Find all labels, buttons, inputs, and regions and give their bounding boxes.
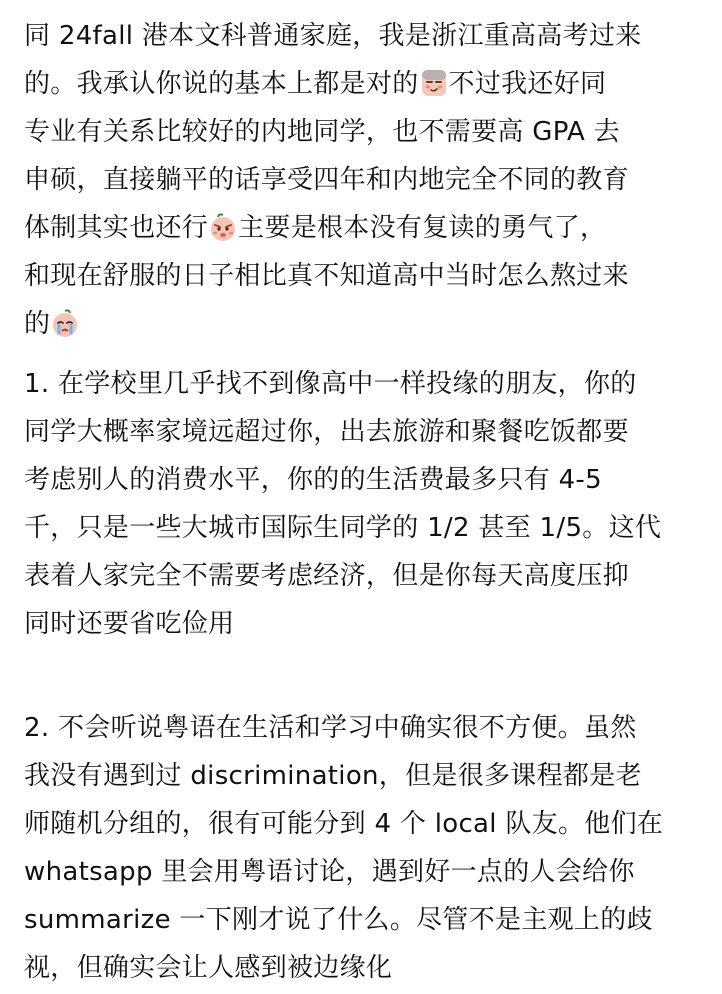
pouting-face-emoji-icon xyxy=(209,212,237,242)
text-line: 考虑别人的消费水平，你的的生活费最多只有 4-5 xyxy=(24,465,602,495)
text-line: 同 24fall 港本文科普通家庭，我是浙江重高高考过来 xyxy=(24,21,642,51)
text-line: 同时还要省吃俭用 xyxy=(24,609,235,639)
text-line: whatsapp 里会用粤语讨论，遇到好一点的人会给你 xyxy=(24,857,635,887)
text-segment: 主要是根本没有复读的勇气了， xyxy=(238,213,607,243)
text-segment: 体制其实也还行 xyxy=(24,213,209,243)
point-1-paragraph xyxy=(24,360,704,648)
post-body xyxy=(24,12,704,992)
text-line xyxy=(24,300,704,348)
point-2-paragraph xyxy=(24,704,704,992)
text-line: 表着人家完全不需要考虑经济，但是你每天高度压抑 xyxy=(24,561,629,591)
text-line: summarize 一下刚才说了什么。尽管不是主观上的歧 xyxy=(24,905,653,935)
crying-face-emoji-icon xyxy=(51,308,79,338)
text-line xyxy=(24,204,704,252)
text-line: 千，只是一些大城市国际生同学的 1/2 甚至 1/5。这代 xyxy=(24,513,662,543)
text-line: 专业有关系比较好的内地同学，也不需要高 GPA 去 xyxy=(24,117,620,147)
text-segment: 的 xyxy=(24,309,51,339)
text-segment: 不过我还好同 xyxy=(448,69,607,99)
paragraph-gap xyxy=(24,648,704,704)
text-line: 同学大概率家境远超过你，出去旅游和聚餐吃饭都要 xyxy=(24,417,629,447)
text-line: 2. 不会听说粤语在生活和学习中确实很不方便。虽然 xyxy=(24,713,637,743)
text-line: 视，但确实会让人感到被边缘化 xyxy=(24,953,393,983)
text-line: 师随机分组的，很有可能分到 4 个 local 队友。他们在 xyxy=(24,809,664,839)
text-segment: 的。我承认你说的基本上都是对的 xyxy=(24,69,419,99)
text-line: 申硕，直接躺平的话享受四年和内地完全不同的教育 xyxy=(24,165,629,195)
smirk-emoji-icon xyxy=(420,68,448,98)
text-line: 我没有遇到过 discrimination，但是很多课程都是老 xyxy=(24,761,642,791)
text-line xyxy=(24,60,704,108)
text-line: 1. 在学校里几乎找不到像高中一样投缘的朋友，你的 xyxy=(24,369,637,399)
intro-paragraph xyxy=(24,12,704,348)
text-line: 和现在舒服的日子相比真不知道高中当时怎么熬过来 xyxy=(24,261,629,291)
paragraph-gap xyxy=(24,348,704,360)
